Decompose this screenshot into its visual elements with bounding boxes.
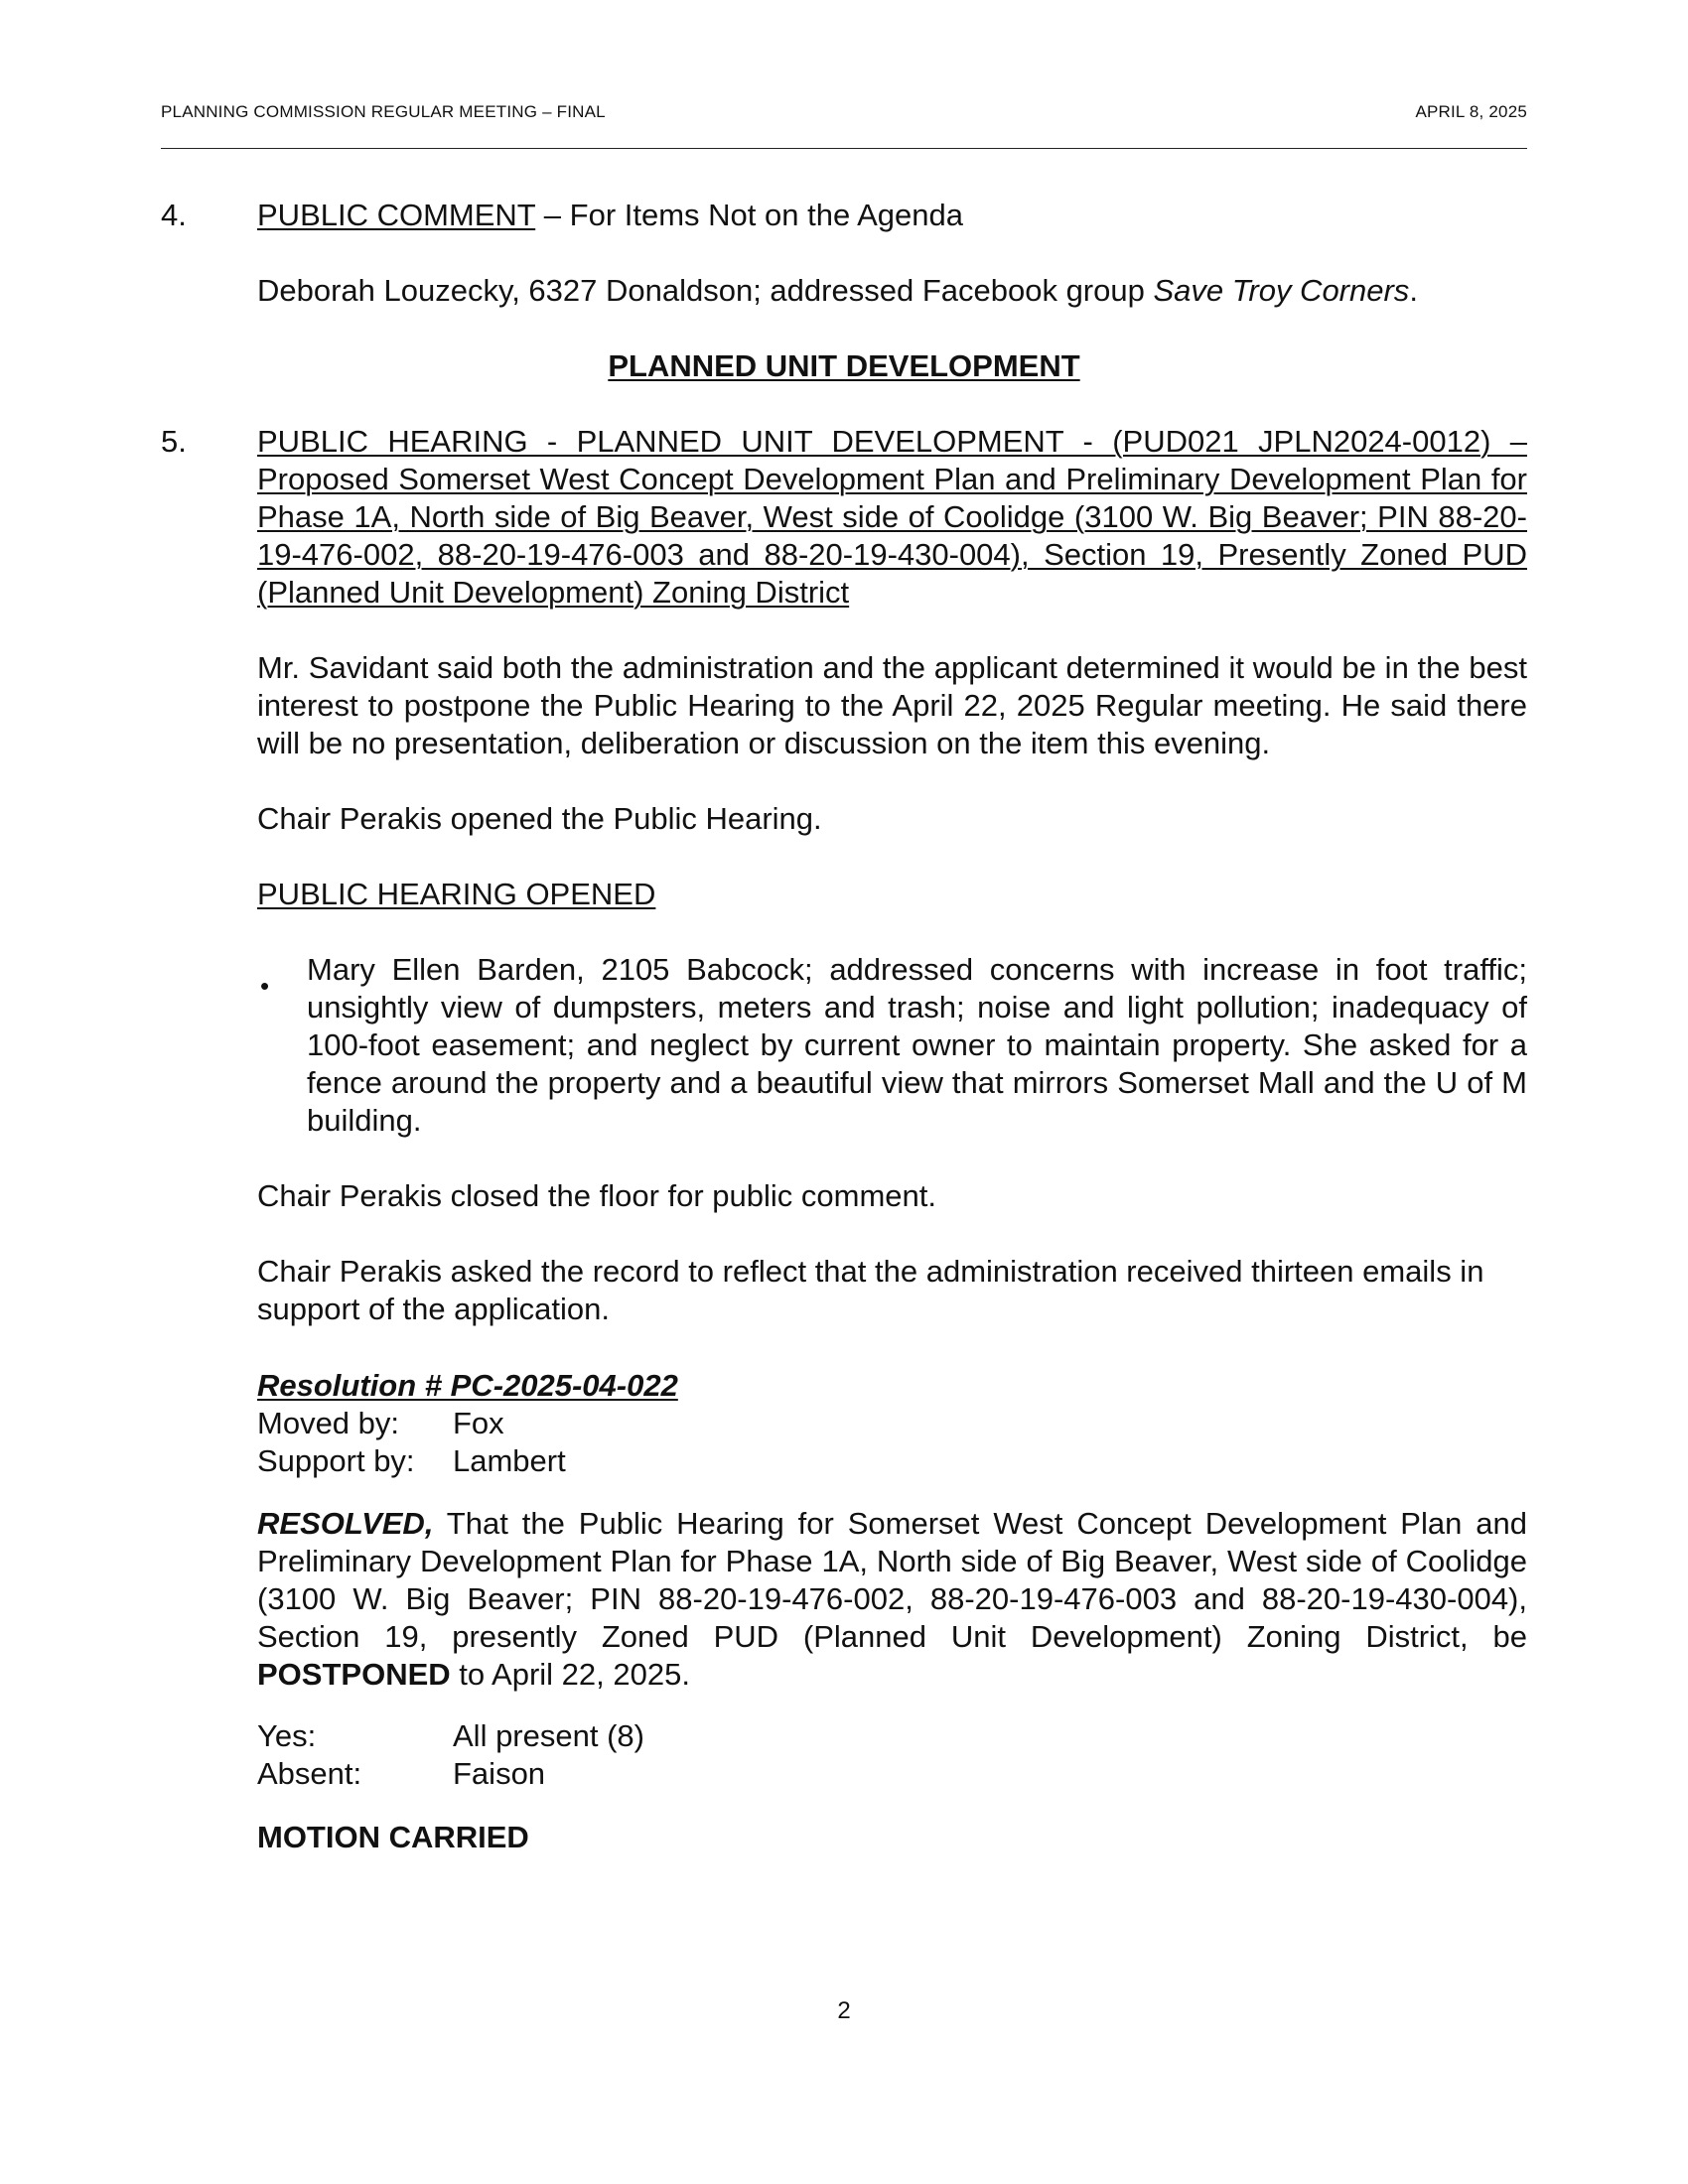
public-hearing-opened: [257, 876, 1527, 913]
resolved-body: That the Public Hearing for Somerset West Concept Development Plan and Preliminary Development Plan for Phase 1A, North side of Big Beaver, West side of Coolidge (3100 W. Big Beaver; PIN 88-20-19-476-002, 88-20-19-476-003 and 88-20-19-430-004), Section 19, presently Zoned PUD (Planned Unit Development) Zoning District, be: [257, 1506, 1527, 1654]
section-heading: [161, 347, 1527, 385]
resolution-title-text: Resolution # PC-2025-04-022: [257, 1368, 678, 1403]
item-4-title-rest: – For Items Not on the Agenda: [535, 198, 963, 232]
support-by-label: Support by:: [257, 1443, 415, 1478]
vote-absent: [257, 1755, 1527, 1793]
motion-outcome: MOTION CARRIED: [257, 1820, 529, 1854]
moved-by-label: Moved by:: [257, 1406, 400, 1440]
item-4-comment-text: Deborah Louzecky, 6327 Donaldson; addressed Facebook group: [257, 273, 1154, 308]
item-5-title: PUBLIC HEARING - PLANNED UNIT DEVELOPMENT - (PUD021 JPLN2024-0012) – Proposed Somerset West Concept Development Plan and Preliminary Development Plan for Phase 1A, North side of Big Beaver, West side of Coolidge (3100 W. Big Beaver; PIN 88-20-19-476-002, 88-20-19-476-003 and 88-20-19-430-004), Section 19, Presently Zoned PUD (Planned Unit Development) Zoning District: [257, 424, 1527, 610]
resolved-postponed: POSTPONED: [257, 1657, 451, 1692]
item-4-comment-group: Save Troy Corners: [1153, 273, 1410, 308]
item-4-heading: [257, 197, 1527, 234]
vote-absent-value: Faison: [453, 1756, 546, 1791]
vote-yes-value: All present (8): [453, 1718, 644, 1753]
public-hearing-opened-text: PUBLIC HEARING OPENED: [257, 877, 656, 911]
public-comment-bullet: Mary Ellen Barden, 2105 Babcock; addressed concerns with increase in foot traffic; unsightly view of dumpsters, meters and trash; noise and light pollution; inadequacy of 100-foot easement; and neglect by current owner to maintain property. She asked for a fence around the property and a beautiful view that mirrors Somerset Mall and the U of M building.: [307, 952, 1527, 1138]
item-5-paragraph-2: Chair Perakis opened the Public Hearing.: [257, 801, 822, 836]
section-heading-text: PLANNED UNIT DEVELOPMENT: [608, 348, 1080, 383]
running-header-date: APRIL 8, 2025: [1415, 102, 1527, 121]
moved-by-value: Fox: [453, 1406, 504, 1440]
item-5-title-block: [257, 423, 1527, 612]
resolution-support-by: [257, 1442, 1527, 1480]
item-5-paragraph-4: Chair Perakis asked the record to reflect that the administration received thirteen emails in support of the application.: [257, 1254, 1484, 1326]
page-number: 2: [837, 1997, 851, 2024]
item-5-paragraph-3: Chair Perakis closed the floor for public comment.: [257, 1178, 937, 1213]
resolved-end: to April 22, 2025.: [450, 1657, 690, 1692]
item-4-number: 4.: [161, 198, 187, 232]
resolution-moved-by: [257, 1405, 1527, 1442]
item-4-title: PUBLIC COMMENT: [257, 198, 536, 232]
item-4-comment: [257, 272, 1527, 310]
support-by-value: Lambert: [453, 1443, 566, 1478]
resolved-lead: RESOLVED,: [257, 1506, 434, 1541]
vote-yes: [257, 1717, 1527, 1755]
item-5-paragraph-1: Mr. Savidant said both the administration and the applicant determined it would be in the best interest to postpone the Public Hearing to the April 22, 2025 Regular meeting. He said there will be no presentation, deliberation or discussion on the item this evening.: [257, 650, 1527, 760]
resolution-text: [257, 1505, 1527, 1694]
header-divider: [161, 148, 1527, 149]
running-header-title: PLANNING COMMISSION REGULAR MEETING – FINAL: [161, 102, 606, 121]
vote-yes-label: Yes:: [257, 1718, 317, 1753]
resolution-title: [257, 1367, 1527, 1405]
item-5-number: 5.: [161, 424, 187, 459]
vote-absent-label: Absent:: [257, 1756, 362, 1791]
bullet-icon: •: [260, 971, 270, 1001]
item-4-comment-end: .: [1409, 273, 1418, 308]
